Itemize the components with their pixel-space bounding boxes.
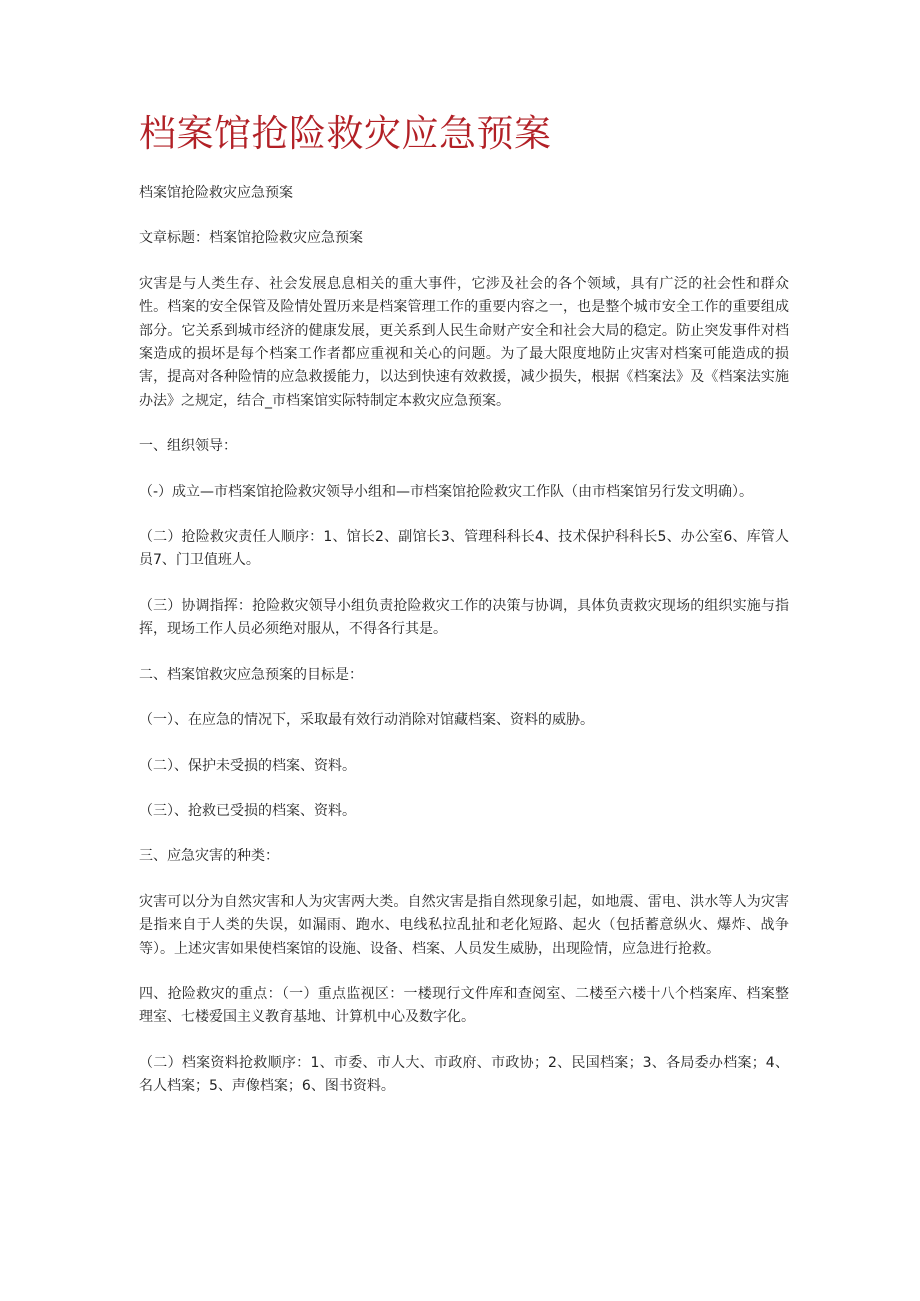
article-title-line: 文章标题：档案馆抢险救灾应急预案: [139, 230, 363, 247]
paragraph: （三）、抢救已受损的档案、资料。: [139, 802, 356, 819]
document-title: 档案馆抢险救灾应急预案: [139, 112, 552, 155]
intro-paragraph: 灾害是与人类生存、社会发展息息相关的重大事件，它涉及社会的各个领域，具有广泛的社会性和群众性。档案的安全保管及险情处置历来是档案管理工作的重要内容之一，也是整个城市安全工作的重要组成部分。它关系到城市经济的健康发展，更关系到人民生命财产安全和社会大局的稳定。防止突发事件对档案造成的损坏是每个档案工作者都应重视和关心的问题。为了最大限度地防止灾害对档案可能造成的损害，提高对各种险情的应急救援能力，以达到快速有效救援，减少损失，根据《档案法》及《档案法实施办法》之规定，结合_市档案馆实际特制定本救灾应急预案。: [139, 275, 789, 409]
paragraph: 灾害可以分为自然灾害和人为灾害两大类。自然灾害是指自然现象引起，如地震、雷电、洪水等人为灾害是指来自于人类的失误，如漏雨、跑水、电线私拉乱扯和老化短路、起火（包括蓄意纵火、爆炸、战争等）。上述灾害如果使档案馆的设施、设备、档案、人员发生威胁，出现险情，应急进行抢救。: [139, 893, 789, 957]
section-heading: 二、档案馆救灾应急预案的目标是：: [139, 666, 363, 683]
paragraph: （二）档案资料抢救顺序：1、市委、市人大、市政府、市政协；2、民国档案；3、各局委办档案；4、名人档案；5、声像档案；6、图书资料。: [139, 1054, 789, 1095]
paragraph: 四、抢险救灾的重点：（一）重点监视区：一楼现行文件库和查阅室、二楼至六楼十八个档案库、档案整理室、七楼爱国主义教育基地、计算机中心及数字化。: [139, 985, 789, 1026]
document-page: [139, 108, 789, 1121]
section-heading: 一、组织领导：: [139, 438, 237, 455]
section-heading: 三、应急灾害的种类：: [139, 848, 279, 865]
paragraph: （二）、保护未受损的档案、资料。: [139, 757, 356, 774]
paragraph: （三）协调指挥：抢险救灾领导小组负责抢险救灾工作的决策与协调，具体负责救灾现场的组织实施与指挥，现场工作人员必须绝对服从，不得各行其是。: [139, 597, 789, 638]
paragraph: （一）、在应急的情况下，采取最有效行动消除对馆藏档案、资料的威胁。: [139, 712, 594, 729]
subtitle-line: 档案馆抢险救灾应急预案: [139, 185, 293, 201]
paragraph: （-）成立—市档案馆抢险救灾领导小组和—市档案馆抢险救灾工作队（由市档案馆另行发文明确）。: [139, 483, 754, 500]
paragraph: （二）抢险救灾责任人顺序：1、馆长2、副馆长3、管理科科长4、技术保护科科长5、办公室6、库管人员7、门卫值班人。: [139, 529, 789, 569]
